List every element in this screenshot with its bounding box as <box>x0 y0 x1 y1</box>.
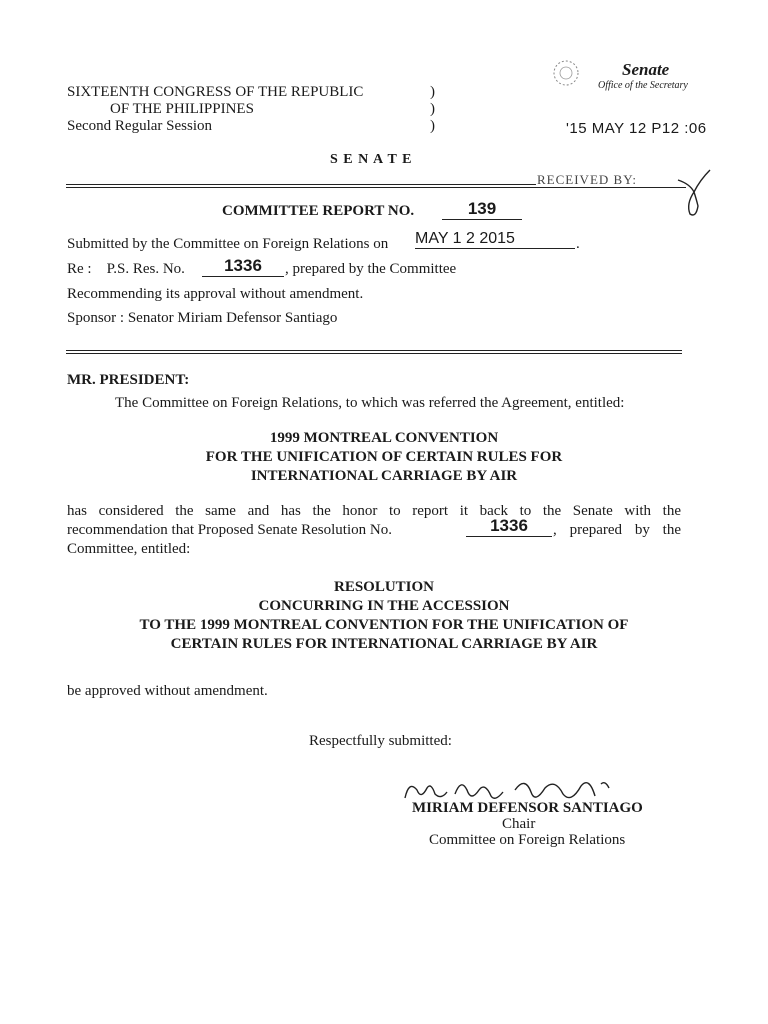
submitted-period: . <box>576 236 580 252</box>
recommending-line: Recommending its approval without amendment. <box>67 286 364 302</box>
report-number: 139 <box>442 199 522 220</box>
received-initial-signature <box>672 162 716 222</box>
paren-1: ) <box>430 84 435 100</box>
section-rule-top <box>66 350 682 351</box>
resolution-number: 1336 <box>466 516 552 537</box>
signatory-name: MIRIAM DEFENSOR SANTIAGO <box>412 800 643 816</box>
paren-2: ) <box>430 101 435 117</box>
stamp-received: RECEIVED BY: <box>537 172 637 187</box>
resolution-title-line-3: TO THE 1999 MONTREAL CONVENTION FOR THE UNIFICATION OF <box>139 617 629 633</box>
resolution-title-line-4: CERTAIN RULES FOR INTERNATIONAL CARRIAGE BY AIR <box>170 636 598 652</box>
stamp-office-title: Senate <box>622 60 670 79</box>
header-rule-top <box>66 184 536 185</box>
submitted-date: MAY 1 2 2015 <box>415 230 575 249</box>
signatory-committee: Committee on Foreign Relations <box>429 832 626 848</box>
signatory-role: Chair <box>502 816 536 832</box>
section-rule-bottom <box>66 353 682 354</box>
considered-line-2-suffix: , prepared by the <box>553 522 681 538</box>
senate-title: S E N A T E <box>330 152 413 167</box>
stamp-date: '15 MAY 12 P12 :06 <box>566 120 707 137</box>
paren-3: ) <box>430 118 435 134</box>
re-resolution-number: 1336 <box>202 256 284 277</box>
considered-line-3: Committee, entitled: <box>67 541 191 557</box>
report-label: COMMITTEE REPORT NO. <box>222 203 415 219</box>
session-line: Second Regular Session <box>67 118 212 134</box>
congress-line-1: SIXTEENTH CONGRESS OF THE REPUBLIC <box>67 84 364 100</box>
considered-line-2: recommendation that Proposed Senate Resolution No. <box>67 522 392 538</box>
considered-line-1: has considered the same and has the honor to report it back to the Senate with the <box>67 503 681 519</box>
agreement-title-line-1: 1999 MONTREAL CONVENTION <box>269 430 499 446</box>
agreement-title-line-2: FOR THE UNIFICATION OF CERTAIN RULES FOR <box>205 449 563 465</box>
sponsor-line: Sponsor : Senator Miriam Defensor Santiago <box>67 310 338 326</box>
resolution-title-line-2: CONCURRING IN THE ACCESSION <box>258 598 510 614</box>
stamp-office-sub: Office of the Secretary <box>598 80 688 91</box>
congress-line-2: OF THE PHILIPPINES <box>110 101 254 117</box>
closing-line: Respectfully submitted: <box>309 733 452 749</box>
resolution-title-line-1: RESOLUTION <box>333 579 435 595</box>
re-line: Re : P.S. Res. No. <box>67 261 185 277</box>
intro-paragraph: The Committee on Foreign Relations, to which was referred the Agreement, entitled: <box>115 395 625 411</box>
header-rule-bottom <box>66 187 686 188</box>
agreement-title-line-3: INTERNATIONAL CARRIAGE BY AIR <box>250 468 518 484</box>
senate-seal-icon <box>548 58 584 88</box>
re-line-suffix: , prepared by the Committee <box>285 261 457 277</box>
submitted-line: Submitted by the Committee on Foreign Relations on <box>67 236 389 252</box>
approval-line: be approved without amendment. <box>67 683 268 699</box>
salutation: MR. PRESIDENT: <box>67 372 190 388</box>
